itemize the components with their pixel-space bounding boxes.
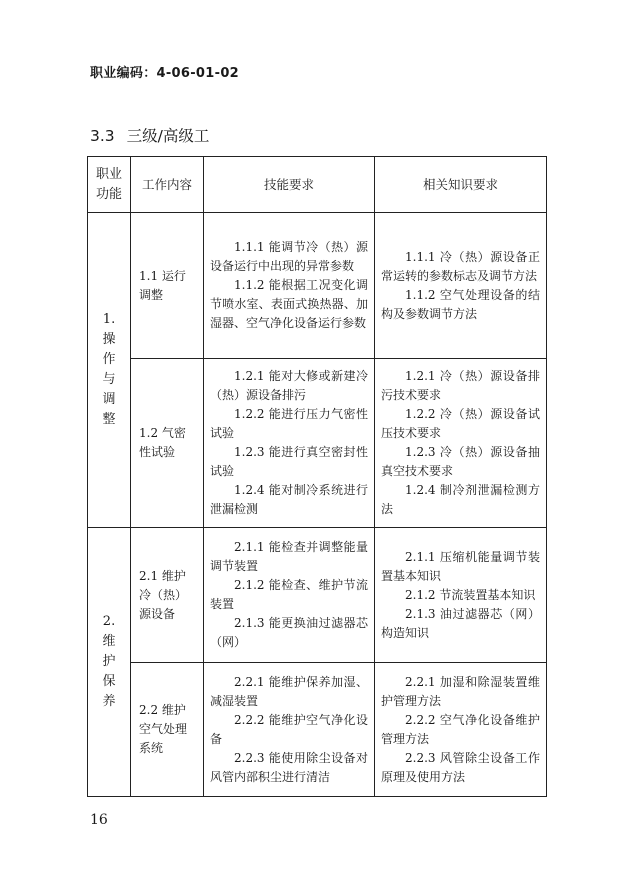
function-cell: 1. 操作与调整 (88, 213, 131, 528)
skill-item: 2.1.3 能更换油过滤器芯（网） (210, 616, 368, 649)
knowledge-cell (375, 359, 547, 528)
table-row (88, 359, 547, 528)
skill-cell (204, 663, 375, 797)
knowledge-item: 2.2.2 空气净化设备维护管理方法 (381, 712, 540, 746)
header-skill-requirements: 技能要求 (204, 157, 375, 213)
table-row (88, 213, 547, 359)
knowledge-item: 1.2.3 冷（热）源设备抽真空技术要求 (381, 445, 540, 478)
skill-item: 1.2.3 能进行真空密封性试验 (210, 445, 368, 478)
knowledge-cell (375, 528, 547, 663)
knowledge-item: 1.2.4 制冷剂泄漏检测方法 (381, 483, 540, 516)
table-row (88, 663, 547, 797)
skill-cell (204, 359, 375, 528)
work-content-cell: 2.1 维护冷（热）源设备 (131, 528, 204, 663)
skill-item: 1.2.4 能对制冷系统进行泄漏检测 (210, 483, 368, 516)
skill-cell (204, 213, 375, 359)
header-knowledge-requirements: 相关知识要求 (375, 157, 547, 213)
knowledge-cell (375, 213, 547, 359)
skill-item: 2.1.1 能检查并调整能量调节装置 (210, 540, 368, 573)
section-heading (90, 124, 209, 146)
knowledge-item: 1.1.2 空气处理设备的结构及参数调节方法 (381, 287, 540, 321)
page-number: 16 (90, 812, 108, 828)
skill-item: 1.2.2 能进行压力气密性试验 (210, 407, 368, 440)
header-work-content: 工作内容 (131, 157, 204, 213)
header-function: 职业 功能 (88, 157, 131, 213)
table-header-row (88, 157, 547, 213)
knowledge-item: 1.2.2 冷（热）源设备试压技术要求 (381, 407, 540, 440)
skill-item: 1.1.2 能根据工况变化调节喷水室、表面式换热器、加湿器、空气净化设备运行参数 (210, 278, 368, 330)
skill-item: 2.2.1 能维护保养加湿、减湿装置 (210, 674, 368, 708)
knowledge-item: 1.2.1 冷（热）源设备排污技术要求 (381, 369, 540, 402)
skill-item: 2.2.3 能使用除尘设备对风管内部积尘进行清洁 (210, 750, 368, 784)
knowledge-item: 2.1.2 节流装置基本知识 (405, 587, 536, 602)
function-cell: 2. 维护保养 (88, 528, 131, 797)
section-number: 3.3 (90, 127, 115, 145)
knowledge-item: 2.1.3 油过滤器芯（网）构造知识 (381, 606, 540, 640)
work-content-cell: 2.2 维护空气处理系统 (131, 663, 204, 797)
work-content-cell: 1.2 气密性试验 (131, 359, 204, 528)
section-title: 三级/高级工 (126, 127, 210, 145)
skill-item: 1.2.1 能对大修或新建冷（热）源设备排污 (210, 369, 368, 402)
skill-cell (204, 528, 375, 663)
skill-item: 1.1.1 能调节冷（热）源设备运行中出现的异常参数 (210, 240, 368, 273)
table-row (88, 528, 547, 663)
knowledge-item: 2.1.1 压缩机能量调节装置基本知识 (381, 549, 540, 583)
knowledge-item: 2.2.3 风管除尘设备工作原理及使用方法 (381, 750, 540, 784)
skill-item: 2.1.2 能检查、维护节流装置 (210, 578, 368, 611)
knowledge-item: 1.1.1 冷（热）源设备正常运转的参数标志及调节方法 (381, 249, 540, 283)
knowledge-cell (375, 663, 547, 797)
skills-table (87, 156, 547, 797)
skill-item: 2.2.2 能维护空气净化设备 (210, 712, 368, 746)
work-content-cell: 1.1 运行调整 (131, 213, 204, 359)
knowledge-item: 2.2.1 加湿和除湿装置维护管理方法 (381, 674, 540, 708)
occupation-code: 职业编码：4-06-01-02 (90, 66, 240, 81)
